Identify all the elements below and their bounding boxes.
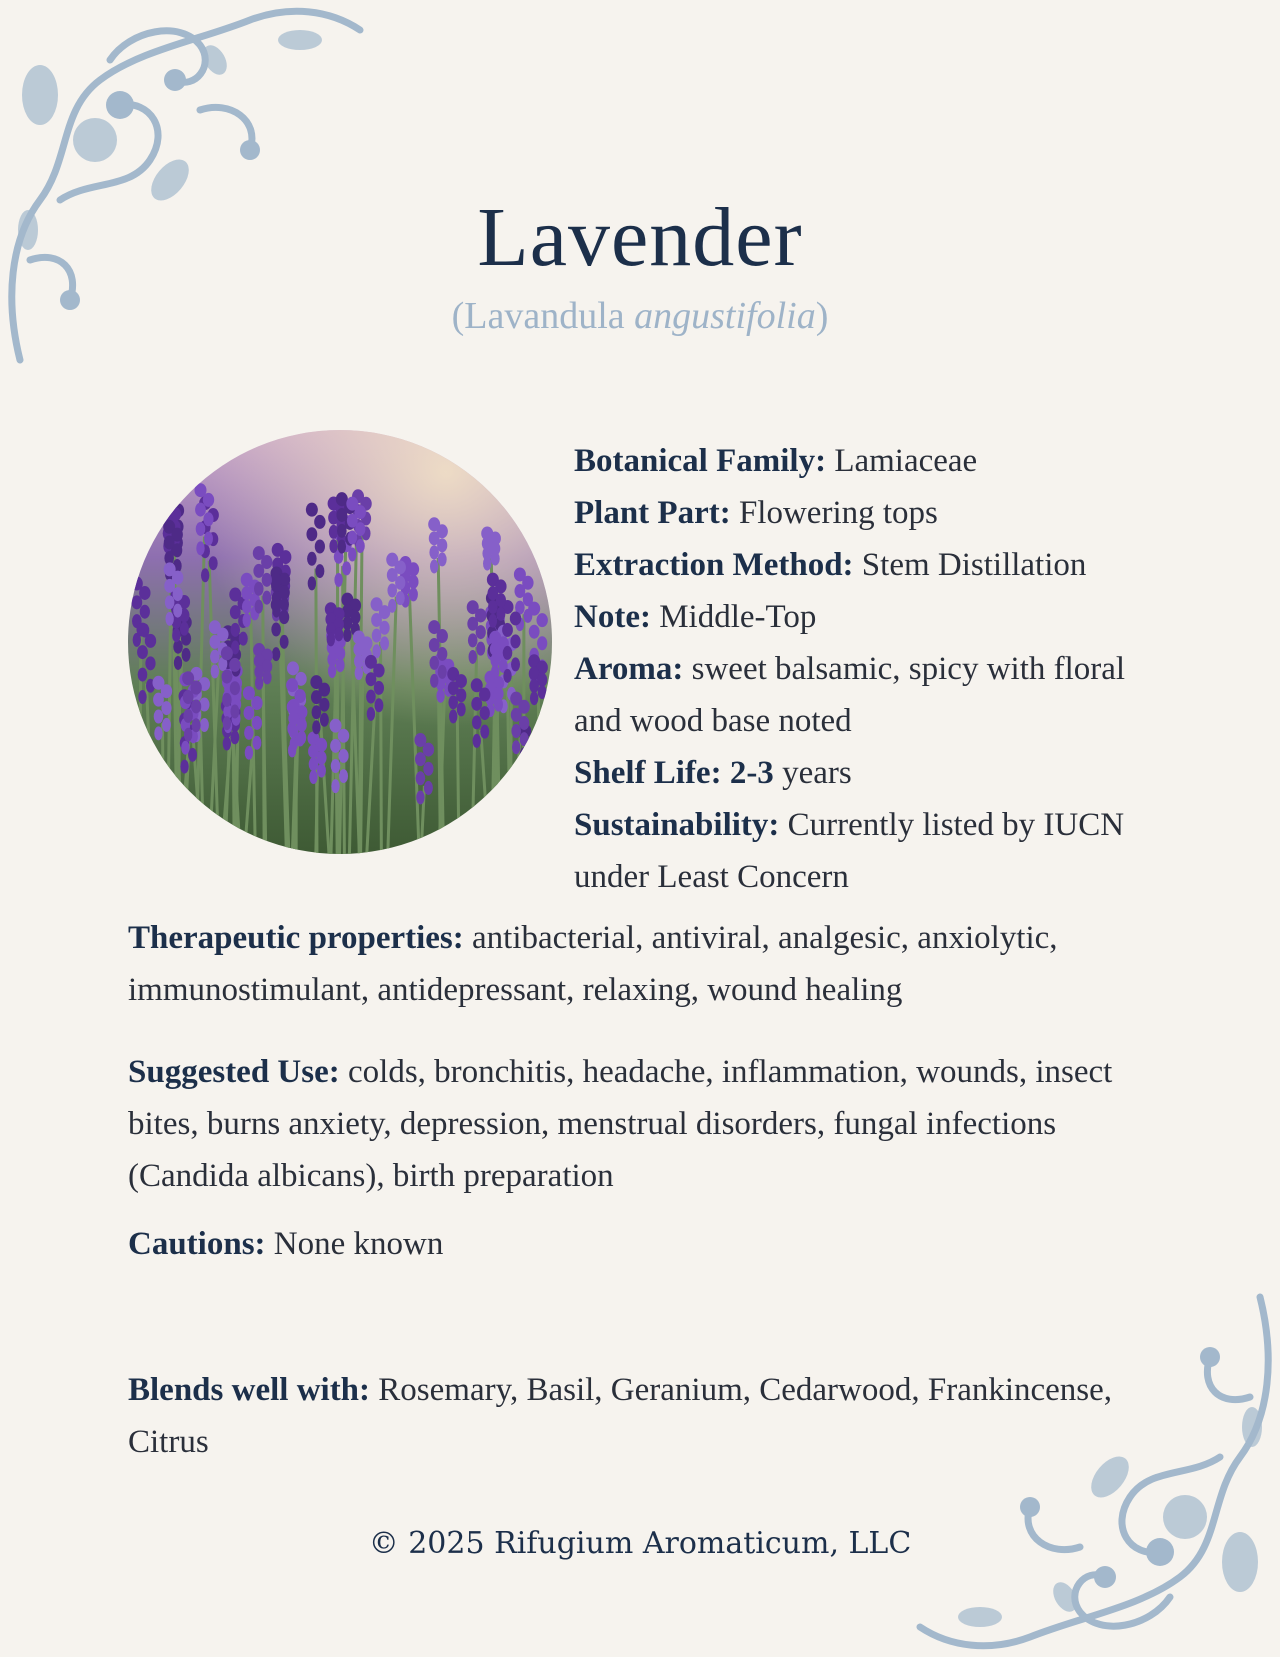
fact-row [574,435,1174,487]
therapeutic-properties-label: Therapeutic properties: [128,920,464,956]
fact-value: sweet balsamic, spicy with floral and wood base noted [574,651,1126,739]
therapeutic-properties [128,912,1168,1016]
cautions [128,1218,1168,1270]
fact-value: Middle-Top [650,599,817,635]
page-title: Lavender [477,191,803,284]
fact-row [574,591,1174,643]
fact-row [574,643,1174,747]
fact-label: Botanical Family: [574,443,827,479]
fact-value: years [773,755,852,791]
plant-facts-list [574,435,1174,903]
copyright-footer: © 2025 Rifugium Aromaticum, LLC [368,1526,912,1561]
suggested-use [128,1046,1168,1202]
suggested-use-label: Suggested Use: [128,1054,340,1090]
fact-value: Stem Distillation [853,547,1087,583]
fact-value: Lamiaceae [826,443,978,479]
fact-label: Extraction Method: [574,547,854,583]
scientific-name-open: (Lavandula [451,295,635,337]
fact-label: Shelf Life: 2-3 [574,755,774,791]
blends-well-with-label: Blends well with: [128,1372,371,1408]
fact-label: Sustainability: [574,807,780,843]
fact-row [574,799,1174,903]
suggested-use-value: colds, bronchitis, headache, inflammation, wounds, insect bites, burns anxiety, depression, menstrual disorders, fungal infections (Candida albicans), birth preparation [128,1054,1113,1194]
scientific-name-close: ) [815,295,829,337]
fact-label: Aroma: [574,651,684,687]
cautions-value: None known [265,1226,444,1262]
fact-row [574,747,1174,799]
cautions-label: Cautions: [128,1226,266,1262]
fact-row [574,487,1174,539]
therapeutic-properties-value: antibacterial, antiviral, analgesic, anxiolytic, immunostimulant, antidepressant, relaxing, wound healing [128,920,1058,1008]
fact-label: Note: [574,599,651,635]
scientific-name-species: angustifolia [634,295,816,337]
blends-well-with [128,1364,1168,1468]
scientific-name [0,292,1280,340]
lavender-field-photo [128,430,552,854]
fact-value: Flowering tops [730,495,938,531]
fact-value: Currently listed by IUCN under Least Concern [574,807,1125,895]
blends-well-with-value: Rosemary, Basil, Geranium, Cedarwood, Frankincense, Citrus [128,1372,1113,1460]
fact-label: Plant Part: [574,495,731,531]
fact-row [574,539,1174,591]
